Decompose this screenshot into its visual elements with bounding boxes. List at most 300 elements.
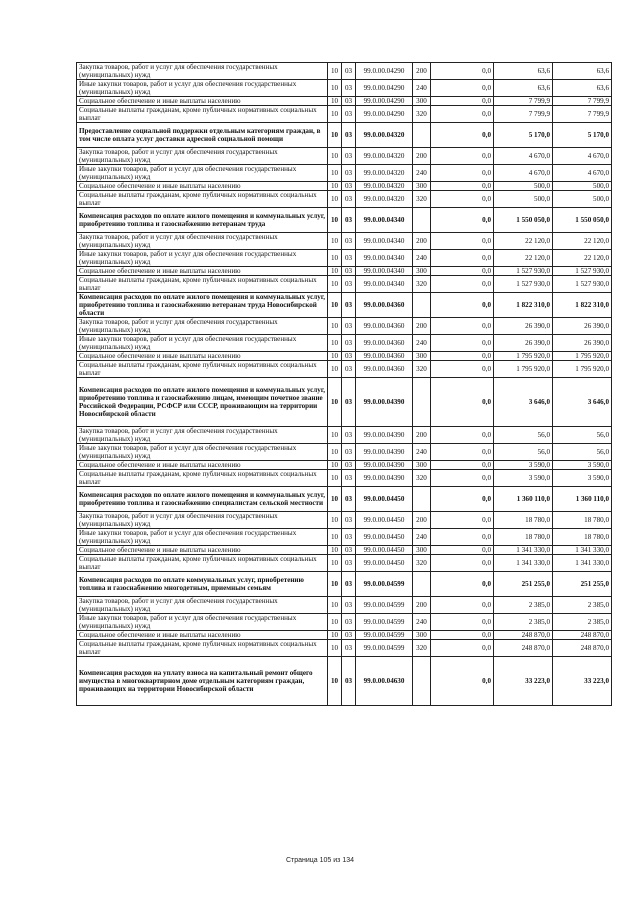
cell-subsection: 03	[342, 276, 356, 293]
cell-amount-1: 0,0	[431, 267, 494, 276]
cell-amount-1: 0,0	[431, 378, 494, 427]
cell-name: Социальное обеспечение и иные выплаты населению	[77, 97, 328, 106]
cell-amount-1: 0,0	[431, 191, 494, 208]
cell-section: 10	[328, 427, 342, 444]
cell-expense-type: 240	[413, 335, 431, 352]
cell-name: Социальное обеспечение и иные выплаты населению	[77, 267, 328, 276]
cell-amount-1: 0,0	[431, 293, 494, 318]
cell-amount-1: 0,0	[431, 470, 494, 487]
cell-expense-type: 300	[413, 546, 431, 555]
cell-expense-type: 320	[413, 276, 431, 293]
cell-expense-type: 320	[413, 640, 431, 657]
cell-name: Социальные выплаты гражданам, кроме публичных нормативных социальных выплат	[77, 106, 328, 123]
cell-subsection: 03	[342, 318, 356, 335]
cell-name: Закупка товаров, работ и услуг для обеспечения государственных (муниципальных) нужд	[77, 427, 328, 444]
cell-section: 10	[328, 335, 342, 352]
cell-amount-3: 3 646,0	[553, 378, 612, 427]
cell-amount-2: 1 360 110,0	[494, 487, 553, 512]
cell-subsection: 03	[342, 640, 356, 657]
table-row	[77, 631, 612, 640]
cell-amount-1: 0,0	[431, 361, 494, 378]
cell-amount-3: 63,6	[553, 80, 612, 97]
cell-name: Закупка товаров, работ и услуг для обеспечения государственных (муниципальных) нужд	[77, 63, 328, 80]
cell-amount-1: 0,0	[431, 63, 494, 80]
cell-section: 10	[328, 470, 342, 487]
cell-name: Социальное обеспечение и иные выплаты населению	[77, 546, 328, 555]
cell-target-article: 99.0.00.04450	[356, 487, 413, 512]
cell-amount-1: 0,0	[431, 461, 494, 470]
cell-amount-1: 0,0	[431, 106, 494, 123]
cell-expense-type: 300	[413, 352, 431, 361]
table-row	[77, 80, 612, 97]
cell-expense-type	[413, 293, 431, 318]
cell-amount-1: 0,0	[431, 148, 494, 165]
cell-expense-type: 240	[413, 529, 431, 546]
cell-name: Компенсация расходов по оплате жилого помещения и коммунальных услуг, приобретению топлива и газоснабжению ветеранам труда Новосибирской области	[77, 293, 328, 318]
cell-section: 10	[328, 361, 342, 378]
cell-expense-type	[413, 208, 431, 233]
cell-section: 10	[328, 546, 342, 555]
cell-name: Компенсация расходов на уплату взноса на капитальный ремонт общего имущества в многоквартирном доме отдельным категориям граждан, проживающих на территории Новосибирской области	[77, 657, 328, 706]
cell-subsection: 03	[342, 335, 356, 352]
cell-amount-1: 0,0	[431, 427, 494, 444]
table-row	[77, 512, 612, 529]
cell-subsection: 03	[342, 80, 356, 97]
cell-subsection: 03	[342, 529, 356, 546]
cell-subsection: 03	[342, 352, 356, 361]
cell-target-article: 99.0.00.04290	[356, 97, 413, 106]
cell-target-article: 99.0.00.04290	[356, 106, 413, 123]
cell-name: Иные закупки товаров, работ и услуг для обеспечения государственных (муниципальных) нужд	[77, 444, 328, 461]
table-row	[77, 106, 612, 123]
cell-expense-type: 320	[413, 555, 431, 572]
cell-target-article: 99.0.00.04290	[356, 80, 413, 97]
cell-target-article: 99.0.00.04599	[356, 572, 413, 597]
cell-amount-2: 2 385,0	[494, 614, 553, 631]
cell-name: Иные закупки товаров, работ и услуг для обеспечения государственных (муниципальных) нужд	[77, 80, 328, 97]
table-row	[77, 318, 612, 335]
cell-name: Компенсация расходов по оплате коммунальных услуг, приобретению топлива и газоснабжению многодетным, приемным семьям	[77, 572, 328, 597]
cell-subsection: 03	[342, 182, 356, 191]
cell-amount-3: 56,0	[553, 427, 612, 444]
cell-name: Предоставление социальной поддержки отдельным категориям граждан, в том числе оплата услуг доставки адресной социальной помощи	[77, 123, 328, 148]
cell-amount-1: 0,0	[431, 318, 494, 335]
cell-amount-2: 1 527 930,0	[494, 267, 553, 276]
cell-amount-1: 0,0	[431, 97, 494, 106]
table-row	[77, 378, 612, 427]
cell-section: 10	[328, 657, 342, 706]
cell-subsection: 03	[342, 250, 356, 267]
cell-subsection: 03	[342, 106, 356, 123]
cell-name: Закупка товаров, работ и услуг для обеспечения государственных (муниципальных) нужд	[77, 233, 328, 250]
cell-amount-3: 7 799,9	[553, 106, 612, 123]
cell-section: 10	[328, 352, 342, 361]
cell-target-article: 99.0.00.04340	[356, 267, 413, 276]
cell-name: Иные закупки товаров, работ и услуг для обеспечения государственных (муниципальных) нужд	[77, 165, 328, 182]
cell-name: Социальные выплаты гражданам, кроме публичных нормативных социальных выплат	[77, 470, 328, 487]
cell-amount-2: 3 590,0	[494, 470, 553, 487]
cell-section: 10	[328, 63, 342, 80]
cell-amount-3: 4 670,0	[553, 165, 612, 182]
cell-subsection: 03	[342, 614, 356, 631]
cell-amount-3: 2 385,0	[553, 614, 612, 631]
cell-amount-1: 0,0	[431, 657, 494, 706]
cell-expense-type: 300	[413, 461, 431, 470]
cell-target-article: 99.0.00.04360	[356, 361, 413, 378]
cell-target-article: 99.0.00.04599	[356, 614, 413, 631]
cell-amount-2: 63,6	[494, 80, 553, 97]
cell-subsection: 03	[342, 148, 356, 165]
cell-subsection: 03	[342, 378, 356, 427]
cell-expense-type: 240	[413, 250, 431, 267]
cell-name: Закупка товаров, работ и услуг для обеспечения государственных (муниципальных) нужд	[77, 597, 328, 614]
cell-amount-1: 0,0	[431, 546, 494, 555]
cell-amount-3: 1 360 110,0	[553, 487, 612, 512]
table-row	[77, 191, 612, 208]
cell-amount-1: 0,0	[431, 487, 494, 512]
table-row	[77, 572, 612, 597]
cell-amount-2: 1 341 330,0	[494, 555, 553, 572]
cell-name: Социальное обеспечение и иные выплаты населению	[77, 461, 328, 470]
table-row	[77, 267, 612, 276]
table-row	[77, 233, 612, 250]
cell-target-article: 99.0.00.04630	[356, 657, 413, 706]
cell-amount-2: 4 670,0	[494, 148, 553, 165]
cell-subsection: 03	[342, 487, 356, 512]
cell-amount-2: 22 120,0	[494, 233, 553, 250]
cell-subsection: 03	[342, 191, 356, 208]
cell-expense-type: 320	[413, 361, 431, 378]
table-row	[77, 614, 612, 631]
cell-amount-3: 251 255,0	[553, 572, 612, 597]
table-row	[77, 597, 612, 614]
cell-subsection: 03	[342, 361, 356, 378]
cell-target-article: 99.0.00.04360	[356, 335, 413, 352]
cell-expense-type: 200	[413, 512, 431, 529]
cell-expense-type: 200	[413, 148, 431, 165]
cell-expense-type	[413, 487, 431, 512]
cell-name: Иные закупки товаров, работ и услуг для обеспечения государственных (муниципальных) нужд	[77, 335, 328, 352]
cell-section: 10	[328, 106, 342, 123]
cell-amount-3: 1 795 920,0	[553, 352, 612, 361]
cell-target-article: 99.0.00.04320	[356, 182, 413, 191]
cell-expense-type: 240	[413, 444, 431, 461]
table-row	[77, 208, 612, 233]
cell-subsection: 03	[342, 546, 356, 555]
cell-amount-1: 0,0	[431, 123, 494, 148]
cell-target-article: 99.0.00.04360	[356, 318, 413, 335]
cell-amount-3: 1 795 920,0	[553, 361, 612, 378]
cell-subsection: 03	[342, 233, 356, 250]
cell-target-article: 99.0.00.04599	[356, 597, 413, 614]
cell-amount-3: 26 390,0	[553, 318, 612, 335]
cell-amount-1: 0,0	[431, 233, 494, 250]
cell-amount-1: 0,0	[431, 640, 494, 657]
cell-target-article: 99.0.00.04320	[356, 123, 413, 148]
cell-expense-type	[413, 378, 431, 427]
cell-amount-2: 248 870,0	[494, 640, 553, 657]
cell-amount-2: 1 341 330,0	[494, 546, 553, 555]
cell-name: Компенсация расходов по оплате жилого помещения и коммунальных услуг, приобретению топлива и газоснабжению лицам, имеющим почетное звание Российской Федерации, РСФСР или СССР, проживающим на территории Новосибирской области	[77, 378, 328, 427]
cell-name: Социальные выплаты гражданам, кроме публичных нормативных социальных выплат	[77, 276, 328, 293]
cell-amount-2: 248 870,0	[494, 631, 553, 640]
cell-subsection: 03	[342, 444, 356, 461]
cell-section: 10	[328, 250, 342, 267]
cell-expense-type: 200	[413, 427, 431, 444]
cell-amount-2: 22 120,0	[494, 250, 553, 267]
cell-amount-3: 1 527 930,0	[553, 267, 612, 276]
budget-table	[76, 62, 612, 706]
table-body	[77, 63, 612, 706]
cell-amount-2: 3 590,0	[494, 461, 553, 470]
cell-section: 10	[328, 191, 342, 208]
cell-amount-1: 0,0	[431, 352, 494, 361]
cell-subsection: 03	[342, 97, 356, 106]
cell-amount-3: 500,0	[553, 182, 612, 191]
cell-amount-1: 0,0	[431, 250, 494, 267]
cell-section: 10	[328, 512, 342, 529]
cell-section: 10	[328, 597, 342, 614]
cell-amount-2: 500,0	[494, 182, 553, 191]
table-row	[77, 444, 612, 461]
table-row	[77, 250, 612, 267]
cell-subsection: 03	[342, 267, 356, 276]
cell-section: 10	[328, 148, 342, 165]
cell-amount-3: 248 870,0	[553, 631, 612, 640]
cell-expense-type: 240	[413, 614, 431, 631]
table-row	[77, 487, 612, 512]
cell-name: Закупка товаров, работ и услуг для обеспечения государственных (муниципальных) нужд	[77, 512, 328, 529]
cell-subsection: 03	[342, 165, 356, 182]
cell-target-article: 99.0.00.04390	[356, 378, 413, 427]
cell-name: Компенсация расходов по оплате жилого помещения и коммунальных услуг, приобретению топлива и газоснабжению специалистам сельской местности	[77, 487, 328, 512]
table-row	[77, 529, 612, 546]
cell-amount-1: 0,0	[431, 614, 494, 631]
cell-target-article: 99.0.00.04320	[356, 148, 413, 165]
cell-target-article: 99.0.00.04360	[356, 352, 413, 361]
cell-target-article: 99.0.00.04390	[356, 444, 413, 461]
page-footer: Страница 105 из 134	[285, 857, 355, 864]
cell-target-article: 99.0.00.04599	[356, 640, 413, 657]
cell-expense-type: 240	[413, 165, 431, 182]
cell-amount-2: 63,6	[494, 63, 553, 80]
cell-expense-type: 240	[413, 80, 431, 97]
cell-amount-3: 248 870,0	[553, 640, 612, 657]
cell-amount-3: 2 385,0	[553, 597, 612, 614]
cell-section: 10	[328, 529, 342, 546]
cell-amount-1: 0,0	[431, 335, 494, 352]
cell-amount-2: 56,0	[494, 427, 553, 444]
cell-name: Социальное обеспечение и иные выплаты населению	[77, 352, 328, 361]
table-row	[77, 546, 612, 555]
cell-target-article: 99.0.00.04320	[356, 165, 413, 182]
table-row	[77, 555, 612, 572]
table-row	[77, 657, 612, 706]
cell-amount-2: 1 795 920,0	[494, 352, 553, 361]
cell-section: 10	[328, 165, 342, 182]
cell-amount-3: 33 223,0	[553, 657, 612, 706]
cell-amount-3: 22 120,0	[553, 233, 612, 250]
cell-amount-2: 7 799,9	[494, 97, 553, 106]
table-row	[77, 165, 612, 182]
table-row	[77, 640, 612, 657]
cell-amount-2: 4 670,0	[494, 165, 553, 182]
cell-section: 10	[328, 80, 342, 97]
table-row	[77, 123, 612, 148]
cell-amount-1: 0,0	[431, 182, 494, 191]
cell-subsection: 03	[342, 461, 356, 470]
cell-amount-2: 1 822 310,0	[494, 293, 553, 318]
cell-section: 10	[328, 293, 342, 318]
cell-name: Социальные выплаты гражданам, кроме публичных нормативных социальных выплат	[77, 191, 328, 208]
cell-name: Иные закупки товаров, работ и услуг для обеспечения государственных (муниципальных) нужд	[77, 250, 328, 267]
cell-name: Социальное обеспечение и иные выплаты населению	[77, 182, 328, 191]
cell-section: 10	[328, 487, 342, 512]
cell-target-article: 99.0.00.04340	[356, 208, 413, 233]
cell-amount-2: 26 390,0	[494, 335, 553, 352]
cell-amount-1: 0,0	[431, 276, 494, 293]
cell-amount-3: 1 822 310,0	[553, 293, 612, 318]
cell-expense-type: 320	[413, 470, 431, 487]
cell-amount-2: 2 385,0	[494, 597, 553, 614]
cell-subsection: 03	[342, 208, 356, 233]
cell-section: 10	[328, 182, 342, 191]
table-row	[77, 63, 612, 80]
cell-section: 10	[328, 208, 342, 233]
cell-expense-type	[413, 123, 431, 148]
table-row	[77, 470, 612, 487]
cell-expense-type: 300	[413, 267, 431, 276]
table-row	[77, 97, 612, 106]
cell-name: Социальные выплаты гражданам, кроме публичных нормативных социальных выплат	[77, 555, 328, 572]
cell-amount-3: 5 170,0	[553, 123, 612, 148]
table-row	[77, 427, 612, 444]
cell-subsection: 03	[342, 572, 356, 597]
cell-section: 10	[328, 640, 342, 657]
cell-section: 10	[328, 444, 342, 461]
table-row	[77, 276, 612, 293]
cell-name: Социальные выплаты гражданам, кроме публичных нормативных социальных выплат	[77, 640, 328, 657]
cell-subsection: 03	[342, 63, 356, 80]
cell-name: Иные закупки товаров, работ и услуг для обеспечения государственных (муниципальных) нужд	[77, 529, 328, 546]
cell-expense-type: 300	[413, 631, 431, 640]
cell-name: Социальное обеспечение и иные выплаты населению	[77, 631, 328, 640]
cell-subsection: 03	[342, 512, 356, 529]
cell-name: Закупка товаров, работ и услуг для обеспечения государственных (муниципальных) нужд	[77, 148, 328, 165]
cell-subsection: 03	[342, 555, 356, 572]
cell-amount-3: 7 799,9	[553, 97, 612, 106]
cell-amount-3: 56,0	[553, 444, 612, 461]
cell-subsection: 03	[342, 597, 356, 614]
cell-section: 10	[328, 318, 342, 335]
cell-section: 10	[328, 276, 342, 293]
cell-target-article: 99.0.00.04450	[356, 546, 413, 555]
cell-subsection: 03	[342, 631, 356, 640]
cell-amount-3: 1 527 930,0	[553, 276, 612, 293]
cell-section: 10	[328, 97, 342, 106]
cell-amount-2: 5 170,0	[494, 123, 553, 148]
cell-amount-2: 3 646,0	[494, 378, 553, 427]
table-row	[77, 361, 612, 378]
cell-expense-type: 300	[413, 182, 431, 191]
cell-amount-1: 0,0	[431, 165, 494, 182]
table-row	[77, 148, 612, 165]
cell-name: Социальные выплаты гражданам, кроме публичных нормативных социальных выплат	[77, 361, 328, 378]
cell-amount-1: 0,0	[431, 631, 494, 640]
cell-amount-3: 1 550 050,0	[553, 208, 612, 233]
cell-amount-1: 0,0	[431, 208, 494, 233]
cell-amount-3: 1 341 330,0	[553, 555, 612, 572]
cell-expense-type: 320	[413, 106, 431, 123]
cell-section: 10	[328, 461, 342, 470]
table-row	[77, 335, 612, 352]
cell-section: 10	[328, 555, 342, 572]
cell-amount-3: 18 780,0	[553, 529, 612, 546]
cell-target-article: 99.0.00.04599	[356, 631, 413, 640]
cell-target-article: 99.0.00.04290	[356, 63, 413, 80]
cell-amount-2: 7 799,9	[494, 106, 553, 123]
cell-expense-type: 300	[413, 97, 431, 106]
cell-section: 10	[328, 233, 342, 250]
cell-amount-3: 22 120,0	[553, 250, 612, 267]
cell-target-article: 99.0.00.04450	[356, 555, 413, 572]
cell-amount-2: 18 780,0	[494, 512, 553, 529]
cell-amount-1: 0,0	[431, 597, 494, 614]
cell-amount-3: 500,0	[553, 191, 612, 208]
cell-target-article: 99.0.00.04320	[356, 191, 413, 208]
cell-section: 10	[328, 572, 342, 597]
cell-section: 10	[328, 631, 342, 640]
cell-target-article: 99.0.00.04360	[356, 293, 413, 318]
cell-target-article: 99.0.00.04340	[356, 250, 413, 267]
table-row	[77, 352, 612, 361]
cell-name: Иные закупки товаров, работ и услуг для обеспечения государственных (муниципальных) нужд	[77, 614, 328, 631]
cell-subsection: 03	[342, 293, 356, 318]
cell-target-article: 99.0.00.04340	[356, 276, 413, 293]
cell-section: 10	[328, 123, 342, 148]
cell-amount-2: 251 255,0	[494, 572, 553, 597]
cell-subsection: 03	[342, 470, 356, 487]
cell-amount-2: 1 795 920,0	[494, 361, 553, 378]
cell-section: 10	[328, 378, 342, 427]
cell-amount-3: 3 590,0	[553, 470, 612, 487]
cell-expense-type	[413, 572, 431, 597]
cell-name: Компенсация расходов по оплате жилого помещения и коммунальных услуг, приобретению топлива и газоснабжению ветеранам труда	[77, 208, 328, 233]
cell-amount-3: 63,6	[553, 63, 612, 80]
table-row	[77, 182, 612, 191]
cell-amount-1: 0,0	[431, 555, 494, 572]
cell-amount-1: 0,0	[431, 444, 494, 461]
cell-amount-1: 0,0	[431, 529, 494, 546]
cell-amount-1: 0,0	[431, 512, 494, 529]
cell-expense-type	[413, 657, 431, 706]
cell-section: 10	[328, 614, 342, 631]
cell-expense-type: 320	[413, 191, 431, 208]
cell-section: 10	[328, 267, 342, 276]
cell-subsection: 03	[342, 123, 356, 148]
cell-amount-2: 500,0	[494, 191, 553, 208]
cell-amount-3: 26 390,0	[553, 335, 612, 352]
cell-name: Закупка товаров, работ и услуг для обеспечения государственных (муниципальных) нужд	[77, 318, 328, 335]
cell-amount-3: 18 780,0	[553, 512, 612, 529]
cell-amount-1: 0,0	[431, 572, 494, 597]
cell-expense-type: 200	[413, 318, 431, 335]
cell-amount-2: 18 780,0	[494, 529, 553, 546]
cell-amount-2: 1 527 930,0	[494, 276, 553, 293]
cell-target-article: 99.0.00.04450	[356, 512, 413, 529]
cell-subsection: 03	[342, 657, 356, 706]
cell-expense-type: 200	[413, 233, 431, 250]
